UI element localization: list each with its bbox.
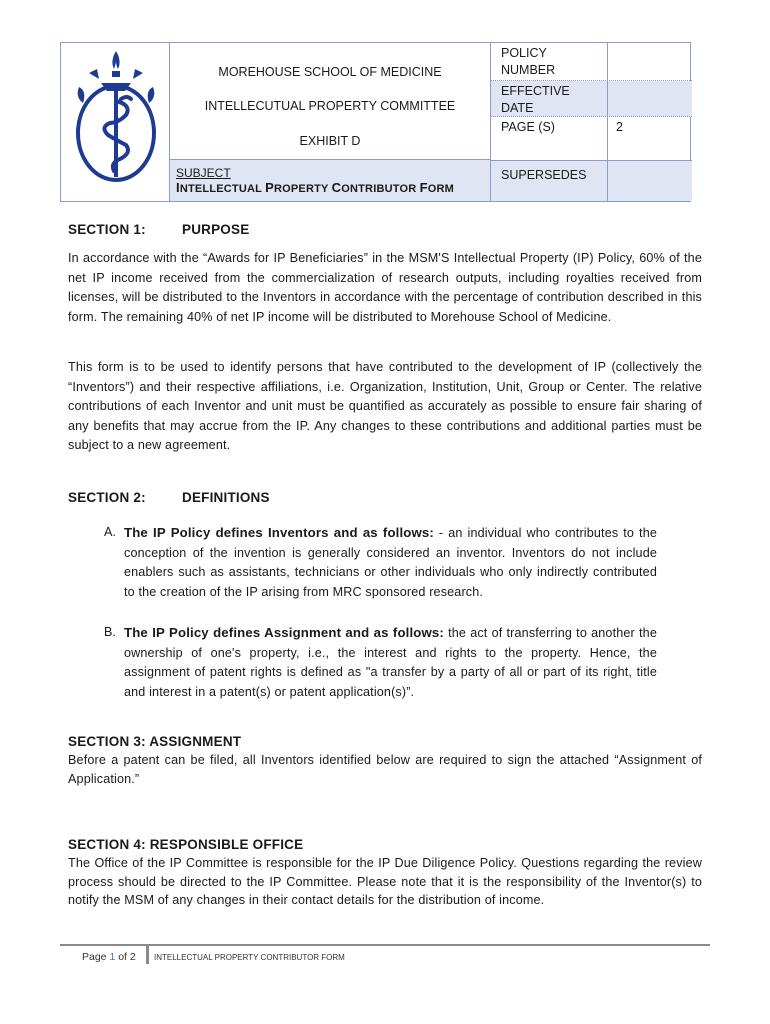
- footer-page-current: 1: [109, 951, 116, 963]
- section2-number: SECTION 2:: [68, 490, 146, 505]
- definition-a-text: - an individual who contributes to the conception of the invention is generally considered an inventor. Inventors do not include enablers such as assistants, technicians or other individuals who only indirectly contributed to the creation of the IP arising from MRC sponsored research.: [124, 526, 657, 599]
- title-cell: [169, 42, 491, 160]
- section4-heading: SECTION 4: RESPONSIBLE OFFICE: [68, 837, 304, 852]
- org-name: MOREHOUSE SCHOOL OF MEDICINE: [218, 65, 442, 79]
- definition-b-text: the act of transferring to another the ownership of one's property, i.e., the interest and rights to the property. Hence, the assignment of patent rights is defined as "a transfer by a party of all or part of its right, title and interest in a patent(s) or patent application(s)”.: [124, 626, 657, 699]
- section3-heading: SECTION 3: ASSIGNMENT: [68, 734, 242, 749]
- exhibit-label: EXHIBIT D: [299, 134, 361, 148]
- footer-separator: [146, 946, 149, 964]
- section1-paragraph-2: This form is to be used to identify persons that have contributed to the development of IP (collectively the “Inventors”) and their respective affiliations, i.e. Organization, Institution, Unit, Group or Center. The relative contributions of each Inventor and unit must be quantified as accurately as possible to ensure fair sharing of any benefits that may accrue from the IP. Any changes to these contributions and additional parties must be subject to a new agreement.: [68, 360, 702, 453]
- page-row: [491, 117, 692, 161]
- definition-a-letter: A.: [104, 525, 116, 539]
- subject-title: INTELLECTUAL PROPERTY CONTRIBUTOR FORM: [176, 180, 455, 195]
- committee-name: INTELLECUTUAL PROPERTY COMMITTEE: [204, 99, 456, 113]
- section4-text: The Office of the IP Committee is responsible for the IP Due Diligence Policy. Questions regarding the review process should be directed to the IP Committee. Please note that it is the responsibility of the Inventor(s) to notify the MSM of any changes in their contact details for the distribution of income.: [68, 856, 702, 907]
- logo-cell: [60, 42, 170, 202]
- section3-text: Before a patent can be filed, all Inventors identified below are required to sign the attached “Assignment of Application.”: [68, 753, 702, 786]
- supersedes-label: SUPERSEDES: [501, 168, 587, 182]
- footer-page-prefix: Page: [82, 951, 107, 963]
- page-value: 2: [607, 117, 692, 160]
- page-label: PAGE (S): [501, 120, 555, 134]
- subject-cell: [169, 159, 491, 202]
- section1-title: PURPOSE: [182, 222, 250, 237]
- msm-seal-logo-icon: [61, 43, 169, 201]
- subject-label: SUBJECT: [176, 166, 231, 180]
- footer-rule: [60, 944, 710, 946]
- definition-b-letter: B.: [104, 625, 116, 639]
- policy-number-label: POLICY NUMBER: [501, 46, 556, 77]
- definition-b: [124, 623, 657, 702]
- effective-date-label: EFFECTIVE DATE: [501, 84, 570, 115]
- policy-info-grid: [490, 42, 691, 202]
- supersedes-value: [607, 161, 692, 201]
- definition-b-lead: The IP Policy defines Assignment and as follows:: [124, 625, 444, 640]
- supersedes-row: [491, 161, 692, 201]
- section1-paragraph-1: In accordance with the “Awards for IP Beneficiaries” in the MSM'S Intellectual Property (IP) Policy, 60% of the net IP income received from the commercialization of research outputs, including royalties received from licenses, will be distributed to the Inventors in accordance with the percentage of contribution described in this form. The remaining 40% of net IP income will be distributed to Morehouse School of Medicine.: [68, 251, 702, 324]
- policy-number-value: [607, 43, 692, 80]
- definition-a-lead: The IP Policy defines Inventors and as follows:: [124, 525, 434, 540]
- section2-title: DEFINITIONS: [182, 490, 270, 505]
- footer-page-of: of 2: [118, 951, 136, 963]
- document-header: [60, 42, 691, 202]
- section1-number: SECTION 1:: [68, 222, 146, 237]
- footer-page-number: [82, 951, 136, 963]
- policy-number-row: [491, 43, 692, 81]
- effective-date-row: [491, 81, 692, 117]
- footer-title: INTELLECTUAL PROPERTY CONTRIBUTOR FORM: [154, 953, 345, 962]
- effective-date-value: [607, 81, 692, 116]
- definition-a: [124, 523, 657, 602]
